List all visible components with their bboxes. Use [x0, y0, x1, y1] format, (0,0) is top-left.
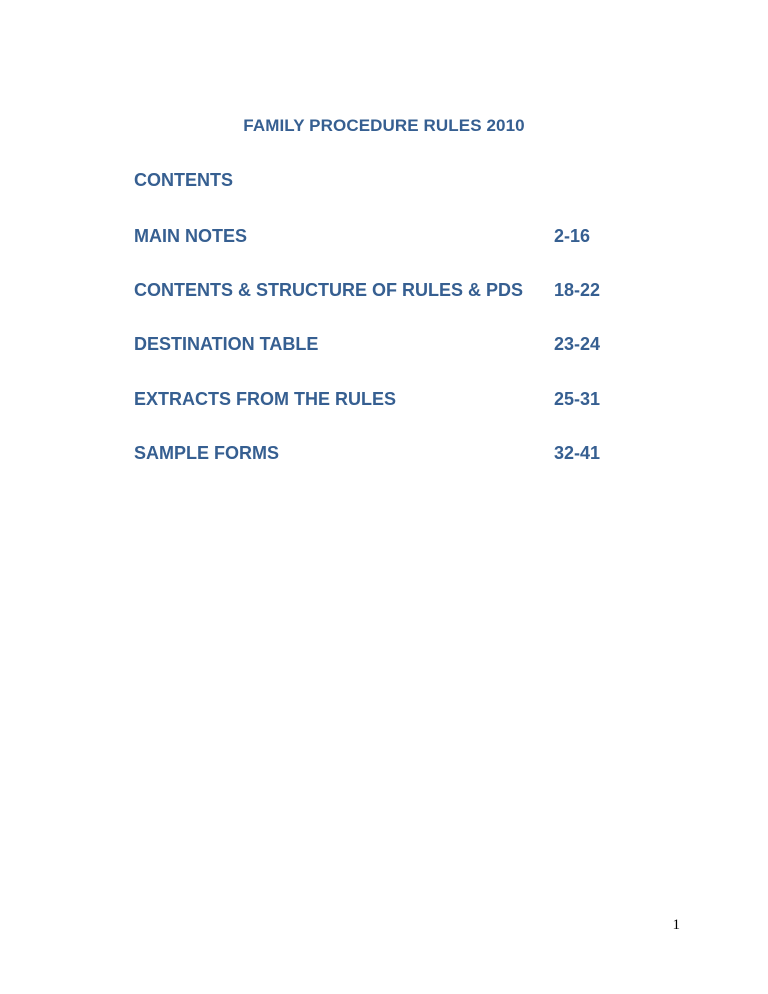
contents-heading: CONTENTS [134, 170, 233, 190]
toc-entry-label: SAMPLE FORMS [134, 443, 280, 463]
toc-entry-contents-structure [134, 280, 654, 306]
toc-entry-destination-table [134, 334, 654, 360]
toc-entry-pages: 23-24 [554, 334, 601, 354]
toc-entry-label: CONTENTS & STRUCTURE OF RULES & PDS [134, 280, 524, 300]
toc-entry-pages: 25-31 [554, 389, 601, 409]
toc-entry-main-notes [134, 226, 654, 252]
toc-entry-sample-forms [134, 443, 654, 469]
toc-entry-label: MAIN NOTES [134, 226, 248, 246]
toc-entry-pages: 32-41 [554, 443, 601, 463]
toc-entry-extracts [134, 389, 654, 415]
toc-entry-label: EXTRACTS FROM THE RULES [134, 389, 397, 409]
page-number: 1 [672, 917, 680, 933]
document-title: FAMILY PROCEDURE RULES 2010 [243, 116, 525, 135]
toc-entry-pages: 18-22 [554, 280, 601, 300]
toc-entry-label: DESTINATION TABLE [134, 334, 319, 354]
toc-entry-pages: 2-16 [554, 226, 591, 246]
